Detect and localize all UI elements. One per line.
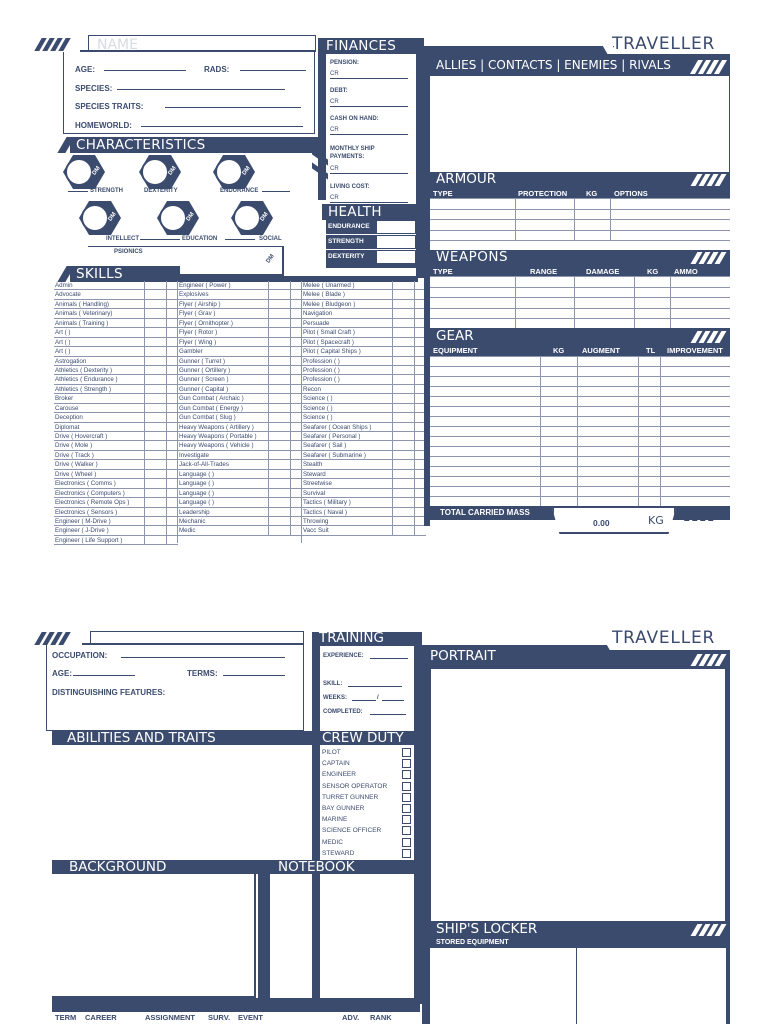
table-row-line: [430, 219, 730, 220]
dm-label: DM: [167, 165, 178, 177]
career-col-header: SURV.: [208, 1013, 231, 1022]
crew-duty-item: ENGINEER: [322, 771, 356, 779]
portrait-right-rail: [726, 668, 730, 1024]
health-endurance-label: ENDURANCE: [328, 223, 370, 230]
portrait-stripes: [694, 654, 723, 666]
rads-field[interactable]: [240, 70, 306, 71]
career-col-header: RANK: [370, 1013, 392, 1022]
experience-label: EXPERIENCE:: [323, 653, 364, 659]
table-col-line: [638, 356, 639, 506]
skill-row[interactable]: Flyer ( Airship ): [178, 300, 302, 309]
skill-row[interactable]: Flyer ( Wing ): [178, 338, 302, 347]
skill-row[interactable]: Diplomat: [54, 423, 178, 432]
skill-row[interactable]: Drive ( Walker ): [54, 460, 178, 469]
psionics-label: PSIONICS: [114, 249, 143, 255]
table-row-line: [430, 426, 730, 427]
skill-row[interactable]: Profession ( ): [302, 375, 426, 384]
skill-row[interactable]: Drive ( Wheel ): [54, 470, 178, 479]
page2-mid-rail-right: [414, 632, 422, 1004]
skills-column-2: [178, 281, 302, 536]
skill-row[interactable]: Science ( ): [302, 404, 426, 413]
crew-duty-item: PILOT: [322, 749, 341, 756]
skill-row[interactable]: Seafarer ( Ocean Ships ): [302, 423, 426, 432]
species-traits-label: SPECIES TRAITS:: [75, 102, 144, 111]
abilities-header-join: [304, 731, 314, 745]
weapons-stripes: [694, 252, 723, 264]
cash-cr: CR: [330, 127, 339, 133]
career-col-header: CAREER: [85, 1013, 117, 1022]
intellect-label: INTELLECT: [106, 236, 139, 242]
crew-duty-checkbox[interactable]: [402, 782, 411, 791]
gear-col-tl: TL: [646, 346, 656, 355]
skill-row[interactable]: Gunner ( Ortillery ): [178, 366, 302, 375]
table-row-line: [430, 230, 730, 231]
crew-duty-checkbox[interactable]: [402, 826, 411, 835]
crew-duty-item: TURRET GUNNER: [322, 793, 379, 801]
skill-row[interactable]: Navigation: [302, 309, 426, 318]
abilities-header: ABILITIES AND TRAITS: [67, 730, 216, 746]
crew-duty-checkbox[interactable]: [402, 770, 411, 779]
char-line-2: [262, 191, 290, 192]
skill-row[interactable]: Pilot ( Capital Ships ): [302, 347, 426, 356]
weeks-total-field[interactable]: [382, 700, 404, 701]
stored-equipment-label: STORED EQUIPMENT: [436, 939, 509, 946]
skill-row[interactable]: Language ( ): [178, 470, 302, 479]
skills-column-1: [54, 281, 178, 545]
notebook-area[interactable]: [270, 874, 414, 998]
skill-row[interactable]: Drive ( Track ): [54, 451, 178, 460]
gear-col-improvement: IMPROVEMENT: [667, 346, 723, 355]
skill-row[interactable]: Gun Combat ( Slug ): [178, 413, 302, 422]
abilities-area[interactable]: [52, 745, 306, 859]
table-row-line: [430, 209, 730, 210]
experience-field[interactable]: [370, 658, 408, 659]
weeks-label: WEEKS:: [323, 695, 347, 701]
header-stripes-decoration: [38, 38, 67, 51]
skills-column-3: [302, 281, 426, 536]
right-column-rail: [424, 76, 430, 526]
crew-duty-item: SENSOR OPERATOR: [322, 782, 388, 790]
debt-field[interactable]: [330, 99, 408, 107]
social-label: SOCIAL: [259, 236, 282, 242]
gear-header: GEAR: [436, 328, 474, 344]
crew-duty-item: STEWARD: [322, 849, 355, 857]
table-row-line: [430, 287, 730, 288]
table-row-line: [430, 436, 730, 437]
health-strength-box[interactable]: [377, 236, 415, 248]
gear-col-kg: KG: [553, 346, 565, 355]
table-row-line: [430, 496, 730, 497]
table-row-line: [430, 476, 730, 477]
table-row-line: [430, 366, 730, 367]
skill-row[interactable]: Seafarer ( Submarine ): [302, 451, 426, 460]
table-row-line: [430, 396, 730, 397]
species-field[interactable]: [117, 89, 285, 90]
skill-row[interactable]: Gambler: [178, 347, 302, 356]
dm-label: DM: [241, 165, 252, 177]
allies-area[interactable]: [430, 76, 730, 172]
strength-label: STRENGTH: [90, 188, 123, 194]
species-traits-field[interactable]: [165, 107, 301, 108]
characteristic-hex-3[interactable]: [212, 154, 256, 190]
table-row-line: [430, 198, 730, 199]
career-col-header: ADV.: [342, 1013, 360, 1022]
skill-row[interactable]: Melee ( Bludgeon ): [302, 300, 426, 309]
table-col-line: [634, 276, 635, 329]
skill-row[interactable]: Tactics ( Military ): [302, 498, 426, 507]
crew-duty-checkbox[interactable]: [402, 815, 411, 824]
crew-duty-item: CAPTAIN: [322, 760, 350, 768]
table-row-line: [430, 376, 730, 377]
finances-left-rail: [318, 54, 326, 200]
skill-row[interactable]: Athletics ( Endurance ): [54, 375, 178, 384]
locker-header: SHIP'S LOCKER: [436, 921, 538, 937]
table-row-line: [430, 486, 730, 487]
living-cost-field[interactable]: [330, 195, 408, 203]
skill-row[interactable]: Gunner ( Screen ): [178, 375, 302, 384]
table-row-line: [430, 466, 730, 467]
page2-age-label: AGE:: [52, 669, 72, 678]
crew-duty-checkbox[interactable]: [402, 748, 411, 757]
skill-row[interactable]: Pilot ( Spacecraft ): [302, 338, 426, 347]
crew-duty-checkbox[interactable]: [402, 849, 411, 858]
ship-payments-field[interactable]: [330, 166, 408, 174]
skill-row[interactable]: Profession ( ): [302, 357, 426, 366]
weeks-done-field[interactable]: [352, 700, 376, 701]
table-row-line: [430, 456, 730, 457]
skill-row[interactable]: Gunner ( Capital ): [178, 385, 302, 394]
skill-row[interactable]: Profession ( ): [302, 366, 426, 375]
skill-row[interactable]: Tactics ( Naval ): [302, 508, 426, 517]
total-mass-unit: KG: [648, 514, 664, 527]
characteristic-hex-2[interactable]: [138, 154, 182, 190]
training-skill-label: SKILL:: [323, 681, 343, 687]
page2-header-stripes: [38, 632, 67, 645]
skill-row[interactable]: Flyer ( Rotor ): [178, 328, 302, 337]
career-header-edge: [52, 1004, 420, 1012]
skill-row[interactable]: Animals ( Veterinary): [54, 309, 178, 318]
skill-row[interactable]: Gunner ( Turret ): [178, 357, 302, 366]
armour-header: ARMOUR: [436, 171, 497, 187]
gear-stripes: [694, 331, 723, 343]
gear-col-equipment: EQUIPMENT: [433, 346, 478, 355]
skill-row[interactable]: Streetwise: [302, 479, 426, 488]
living-cost-cr: CR: [330, 195, 339, 201]
skill-row[interactable]: Art ( ): [54, 328, 178, 337]
skill-row[interactable]: Animals ( Handling): [54, 300, 178, 309]
armour-col-type: TYPE: [433, 189, 453, 198]
species-label: SPECIES:: [75, 84, 113, 93]
skill-row[interactable]: Art ( ): [54, 338, 178, 347]
weeks-separator: /: [377, 695, 379, 701]
dm-label: DM: [107, 211, 118, 223]
table-col-line: [515, 198, 516, 240]
features-label: DISTINGUISHING FEATURES:: [52, 688, 166, 697]
crew-duty-checkbox[interactable]: [402, 838, 411, 847]
terms-field[interactable]: [223, 675, 285, 676]
characteristic-hex-4[interactable]: [78, 200, 122, 236]
total-mass-stripes: [688, 507, 717, 521]
background-area[interactable]: [52, 874, 256, 998]
terms-label: TERMS:: [187, 669, 218, 678]
table-row-line: [430, 240, 730, 241]
skill-row[interactable]: Recon: [302, 385, 426, 394]
skill-row[interactable]: Mechanic: [178, 517, 302, 526]
skills-divider-2: [301, 281, 302, 543]
skill-row[interactable]: Steward: [302, 470, 426, 479]
occupation-label: OCCUPATION:: [52, 651, 108, 660]
education-label: EDUCATION: [182, 236, 218, 242]
skill-row[interactable]: Explosives: [178, 290, 302, 299]
table-col-line: [574, 276, 575, 329]
skill-row[interactable]: Medic: [178, 526, 302, 535]
health-dexterity-label: DEXTERITY: [328, 253, 365, 260]
name-placeholder: NAME: [97, 37, 138, 53]
weapons-col-damage: DAMAGE: [586, 267, 620, 276]
skill-row[interactable]: Deception: [54, 413, 178, 422]
dm-label: DM: [185, 211, 196, 223]
name-field[interactable]: [88, 35, 316, 51]
crew-duty-checkbox[interactable]: [402, 759, 411, 768]
health-strength-row[interactable]: [326, 235, 416, 249]
portrait-header: PORTRAIT: [430, 648, 496, 664]
allies-header: ALLIES | CONTACTS | ENEMIES | RIVALS: [436, 58, 671, 72]
characteristic-hex-5[interactable]: [156, 200, 200, 236]
skill-row[interactable]: Science ( ): [302, 413, 426, 422]
skill-row[interactable]: Language ( ): [178, 489, 302, 498]
skill-row[interactable]: Engineer ( Power ): [178, 281, 302, 290]
skill-row[interactable]: Flyer ( Grav ): [178, 309, 302, 318]
endurance-label: ENDURANCE: [220, 188, 259, 194]
allies-stripes: [694, 60, 723, 74]
page2-age-field[interactable]: [73, 675, 135, 676]
training-skill-field[interactable]: [348, 686, 402, 687]
training-header: TRAINING: [319, 630, 384, 646]
armour-col-protection: PROTECTION: [518, 189, 568, 198]
skill-row[interactable]: Leadership: [178, 508, 302, 517]
skill-row[interactable]: Advocate: [54, 290, 178, 299]
health-endurance-box[interactable]: [377, 221, 415, 233]
career-col-header: EVENT: [238, 1013, 264, 1022]
skill-row[interactable]: Seafarer ( Personal ): [302, 432, 426, 441]
finances-header: FINANCES: [320, 38, 420, 54]
total-mass-value: 0.00: [593, 518, 610, 528]
dm-label: DM: [91, 165, 102, 177]
dm-label: DM: [259, 211, 270, 223]
health-bottom-rule: [326, 264, 424, 268]
skill-row[interactable]: Animals ( Training ): [54, 319, 178, 328]
ship-payments-cr: CR: [330, 166, 339, 172]
career-col-header: TERM: [55, 1013, 77, 1022]
health-header: HEALTH: [322, 204, 416, 220]
page2-name-strip: [90, 631, 304, 643]
rads-label: RADS:: [204, 65, 230, 74]
crew-duty-item: BAY GUNNER: [322, 805, 365, 812]
pension-label: PENSION:: [330, 60, 360, 66]
skill-row[interactable]: Jack-of-All-Trades: [178, 460, 302, 469]
skill-row[interactable]: Persuade: [302, 319, 426, 328]
skill-row[interactable]: Drive ( Hovercraft ): [54, 432, 178, 441]
age-field[interactable]: [104, 70, 186, 71]
psionics-dm-label: DM: [265, 253, 276, 265]
pension-cr: CR: [330, 71, 339, 77]
skill-row[interactable]: Melee ( Unarmed ): [302, 281, 426, 290]
skill-row[interactable]: Heavy Weapons ( Artillery ): [178, 423, 302, 432]
table-row-line: [430, 406, 730, 407]
skill-row[interactable]: Gun Combat ( Archaic ): [178, 394, 302, 403]
crew-duty-item: MARINE: [322, 816, 348, 824]
pension-field[interactable]: [330, 71, 408, 79]
weapons-header: WEAPONS: [436, 249, 509, 265]
armour-col-kg: KG: [586, 189, 598, 198]
skill-row[interactable]: Vacc Suit: [302, 526, 426, 535]
skills-divider-1: [177, 281, 178, 543]
table-col-line: [577, 356, 578, 506]
completed-label: COMPLETED:: [323, 709, 363, 715]
career-col-header: ASSIGNMENT: [145, 1013, 196, 1022]
weapons-col-range: RANGE: [530, 267, 558, 276]
crew-duty-header: CREW DUTY: [322, 730, 404, 746]
skill-row[interactable]: Electronics ( Sensors ): [54, 508, 178, 517]
skill-row[interactable]: Science ( ): [302, 394, 426, 403]
table-row-line: [430, 386, 730, 387]
skill-row[interactable]: Carouse: [54, 404, 178, 413]
characteristics-header: CHARACTERISTICS: [70, 137, 318, 153]
cash-field[interactable]: [330, 127, 408, 135]
skill-row[interactable]: Engineer ( Life Support ): [54, 536, 178, 545]
char-line-1: [68, 191, 88, 192]
table-col-line: [610, 198, 611, 240]
table-row-line: [430, 318, 730, 319]
finances-right-rail: [416, 38, 424, 278]
table-row-line: [430, 276, 730, 277]
gear-col-augment: AUGMENT: [582, 346, 620, 355]
skill-row[interactable]: Art ( ): [54, 347, 178, 356]
cash-label: CASH ON HAND:: [330, 116, 379, 122]
weapons-col-type: TYPE: [433, 267, 453, 276]
health-dexterity-row[interactable]: [326, 250, 416, 264]
table-row-line: [430, 416, 730, 417]
skill-row[interactable]: Athletics ( Strength ): [54, 385, 178, 394]
page2-traveller-logo: TRAVELLER: [612, 628, 716, 648]
occupation-field[interactable]: [121, 657, 285, 658]
total-mass-label: TOTAL CARRIED MASS: [440, 508, 530, 517]
armour-stripes: [694, 174, 723, 186]
table-row-line: [430, 297, 730, 298]
table-row-line: [430, 446, 730, 447]
background-notebook-divider: [258, 874, 270, 1004]
weapons-col-kg: KG: [647, 267, 659, 276]
skill-row[interactable]: Flyer ( Ornithopter ): [178, 319, 302, 328]
table-col-line: [670, 276, 671, 329]
skill-row[interactable]: Admin: [54, 281, 178, 290]
skill-row[interactable]: Broker: [54, 394, 178, 403]
debt-cr: CR: [330, 99, 339, 105]
characteristic-hex-1[interactable]: [62, 154, 106, 190]
living-cost-label: LIVING COST:: [330, 184, 370, 190]
completed-field[interactable]: [370, 714, 406, 715]
skill-row[interactable]: Seafarer ( Sail ): [302, 441, 426, 450]
table-col-line: [515, 276, 516, 329]
table-col-line: [574, 198, 575, 240]
ship-payments-label: MONTHLY SHIP PAYMENTS:: [330, 146, 375, 160]
portrait-left-rail: [422, 668, 430, 1024]
skill-row[interactable]: Drive ( Mole ): [54, 441, 178, 450]
skill-row[interactable]: Pilot ( Small Craft ): [302, 328, 426, 337]
characteristic-hex-6[interactable]: [230, 200, 274, 236]
skill-row[interactable]: Gun Combat ( Energy ): [178, 404, 302, 413]
crew-duty-item: MEDIC: [322, 838, 343, 846]
skill-row[interactable]: Heavy Weapons ( Vehicle ): [178, 441, 302, 450]
debt-label: DEBT:: [330, 88, 348, 94]
crew-duty-checkbox[interactable]: [402, 804, 411, 813]
notebook-header: NOTEBOOK: [278, 859, 355, 875]
skill-row[interactable]: Engineer ( M-Drive ): [54, 517, 178, 526]
char-line-3: [140, 239, 180, 240]
age-label: AGE:: [75, 65, 95, 74]
table-col-line: [540, 356, 541, 506]
homeworld-field[interactable]: [141, 126, 303, 127]
crew-duty-item: SCIENCE OFFICER: [322, 827, 382, 835]
skill-row[interactable]: Athletics ( Dexterity ): [54, 366, 178, 375]
skill-row[interactable]: Electronics ( Computers ): [54, 489, 178, 498]
weapons-col-ammo: AMMO: [674, 267, 698, 276]
skill-row[interactable]: Investigate: [178, 451, 302, 460]
homeworld-label: HOMEWORLD:: [75, 121, 132, 130]
table-row-line: [430, 356, 730, 357]
table-col-line: [660, 356, 661, 506]
health-strength-label: STRENGTH: [328, 238, 364, 245]
health-dexterity-box[interactable]: [377, 251, 415, 263]
skill-row[interactable]: Heavy Weapons ( Portable ): [178, 432, 302, 441]
skill-row[interactable]: Engineer ( J-Drive ): [54, 526, 178, 535]
dexterity-label: DEXTERITY: [144, 188, 178, 194]
background-header: BACKGROUND: [69, 859, 167, 875]
skill-row[interactable]: Throwing: [302, 517, 426, 526]
skill-row[interactable]: Language ( ): [178, 479, 302, 488]
skill-row[interactable]: Electronics ( Remote Ops ): [54, 498, 178, 507]
health-endurance-row[interactable]: [326, 220, 416, 234]
skill-row[interactable]: Survival: [302, 489, 426, 498]
skill-row[interactable]: Stealth: [302, 460, 426, 469]
skill-row[interactable]: Melee ( Blade ): [302, 290, 426, 299]
skill-row[interactable]: Astrogation: [54, 357, 178, 366]
locker-stripes: [694, 924, 723, 936]
stored-equipment-area[interactable]: [430, 948, 726, 1024]
crew-duty-checkbox[interactable]: [402, 793, 411, 802]
table-row-line: [430, 308, 730, 309]
skills-header: SKILLS: [70, 266, 180, 282]
char-line-4: [225, 239, 255, 240]
skill-row[interactable]: Language ( ): [178, 498, 302, 507]
skill-row[interactable]: Electronics ( Comms ): [54, 479, 178, 488]
armour-col-options: OPTIONS: [614, 189, 648, 198]
traveller-logo: TRAVELLER: [612, 34, 716, 54]
portrait-area[interactable]: [430, 668, 726, 922]
